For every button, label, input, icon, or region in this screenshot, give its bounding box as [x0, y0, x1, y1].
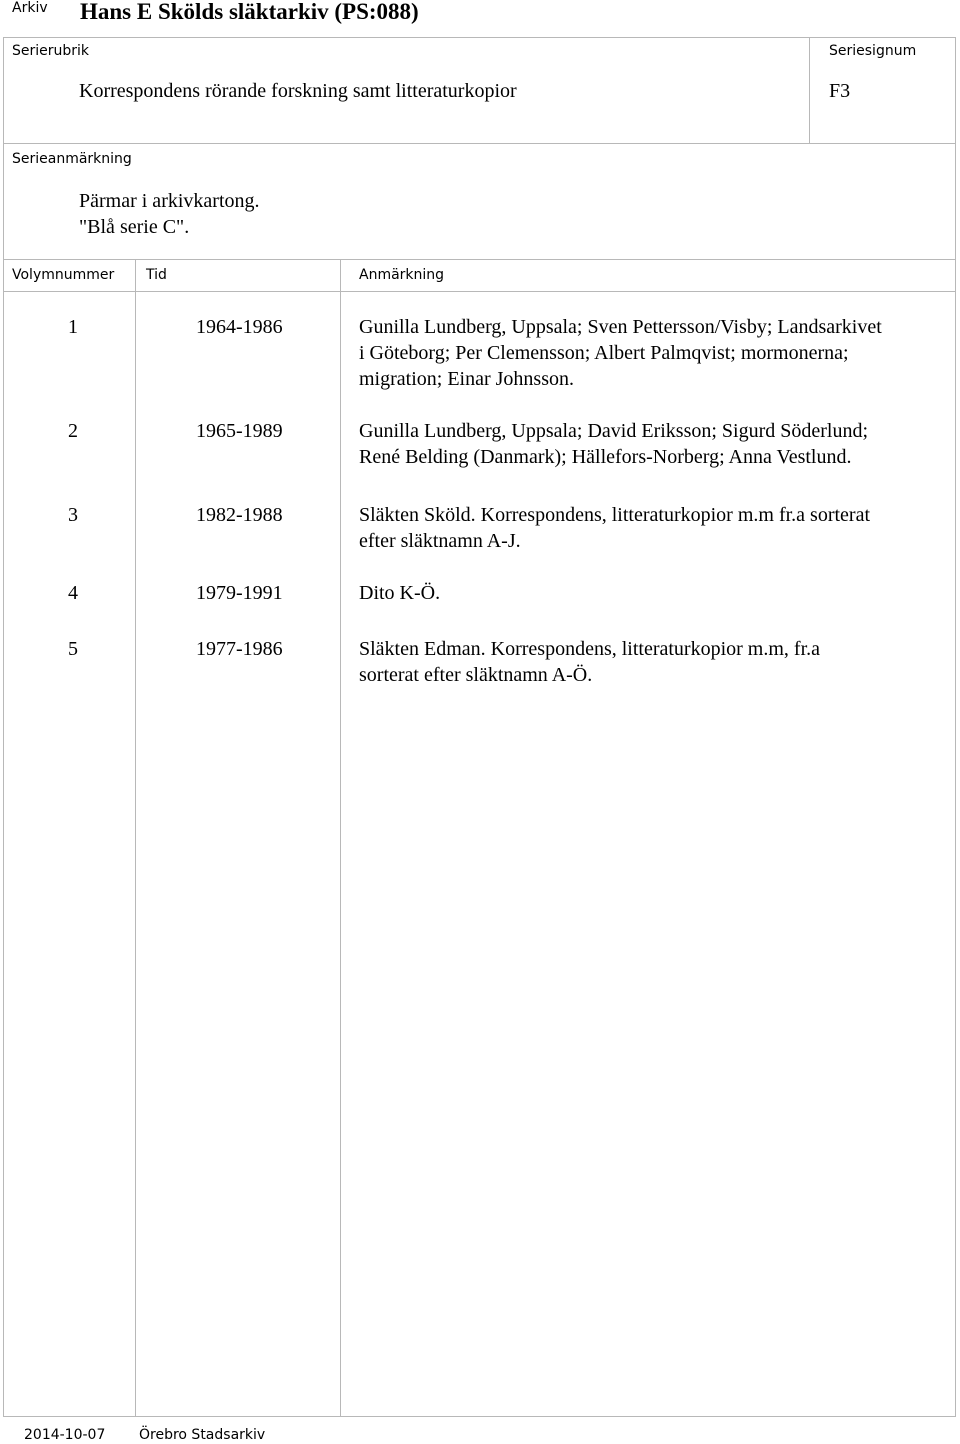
volume-note	[359, 502, 959, 554]
table-row	[0, 502, 960, 580]
table-row	[0, 418, 960, 502]
footer-date: 2014-10-07	[24, 1427, 106, 1443]
volume-note	[359, 418, 959, 470]
note-line: Släkten Edman. Korrespondens, litteraturkopior m.m, fr.a	[359, 638, 821, 660]
column-header-anmarkning: Anmärkning	[359, 267, 445, 283]
volume-period: 1964-1986	[196, 316, 283, 338]
serieanmarkning-label: Serieanmärkning	[12, 151, 132, 167]
volume-period: 1977-1986	[196, 638, 283, 660]
note-line: Släkten Sköld. Korrespondens, litteraturkopior m.m fr.a sorterat	[359, 504, 871, 526]
serierubrik-label: Serierubrik	[12, 43, 90, 59]
note-line: efter släktnamn A-J.	[359, 530, 521, 552]
volume-number: 2	[68, 420, 78, 442]
signum-divider	[809, 37, 810, 143]
note-line: i Göteborg; Per Clemensson; Albert Palmqvist; mormonerna;	[359, 342, 849, 364]
note-line: René Belding (Danmark); Hällefors-Norberg; Anna Vestlund.	[359, 446, 852, 468]
seriesignum-value: F3	[829, 80, 851, 102]
serierubrik-value: Korrespondens rörande forskning samt litteraturkopior	[79, 80, 517, 102]
volume-note	[359, 580, 959, 606]
note-line: sorterat efter släktnamn A-Ö.	[359, 664, 593, 686]
note-line: migration; Einar Johnsson.	[359, 368, 574, 390]
volume-note	[359, 636, 959, 688]
note-line: Dito K-Ö.	[359, 582, 441, 604]
note-line: Gunilla Lundberg, Uppsala; David Eriksson; Sigurd Söderlund;	[359, 420, 869, 442]
volume-period: 1979-1991	[196, 582, 283, 604]
volume-note	[359, 314, 959, 392]
seriesignum-label: Seriesignum	[829, 43, 917, 59]
table-header-divider	[3, 291, 956, 292]
archive-title: Hans E Skölds släktarkiv (PS:088)	[80, 0, 419, 24]
table-row	[0, 314, 960, 418]
serieanmarkning-value	[79, 188, 260, 240]
footer-organization: Örebro Stadsarkiv	[139, 1427, 266, 1443]
arkiv-label: Arkiv	[12, 0, 48, 16]
note-line: Gunilla Lundberg, Uppsala; Sven Pettersson/Visby; Landsarkivet	[359, 316, 882, 338]
column-header-tid: Tid	[146, 267, 167, 283]
table-row	[0, 580, 960, 636]
volume-period: 1982-1988	[196, 504, 283, 526]
volume-number: 4	[68, 582, 78, 604]
serieanmarkning-line: "Blå serie C".	[79, 216, 190, 238]
serie-anmarkning-divider	[3, 259, 956, 260]
document-frame	[3, 37, 956, 1417]
serieanmarkning-line: Pärmar i arkivkartong.	[79, 190, 260, 212]
volume-period: 1965-1989	[196, 420, 283, 442]
table-row	[0, 636, 960, 696]
column-header-volymnummer: Volymnummer	[12, 267, 115, 283]
volume-number: 3	[68, 504, 78, 526]
serie-rubrik-divider	[3, 143, 956, 144]
volume-number: 5	[68, 638, 78, 660]
volume-list	[0, 314, 960, 696]
volume-number: 1	[68, 316, 78, 338]
